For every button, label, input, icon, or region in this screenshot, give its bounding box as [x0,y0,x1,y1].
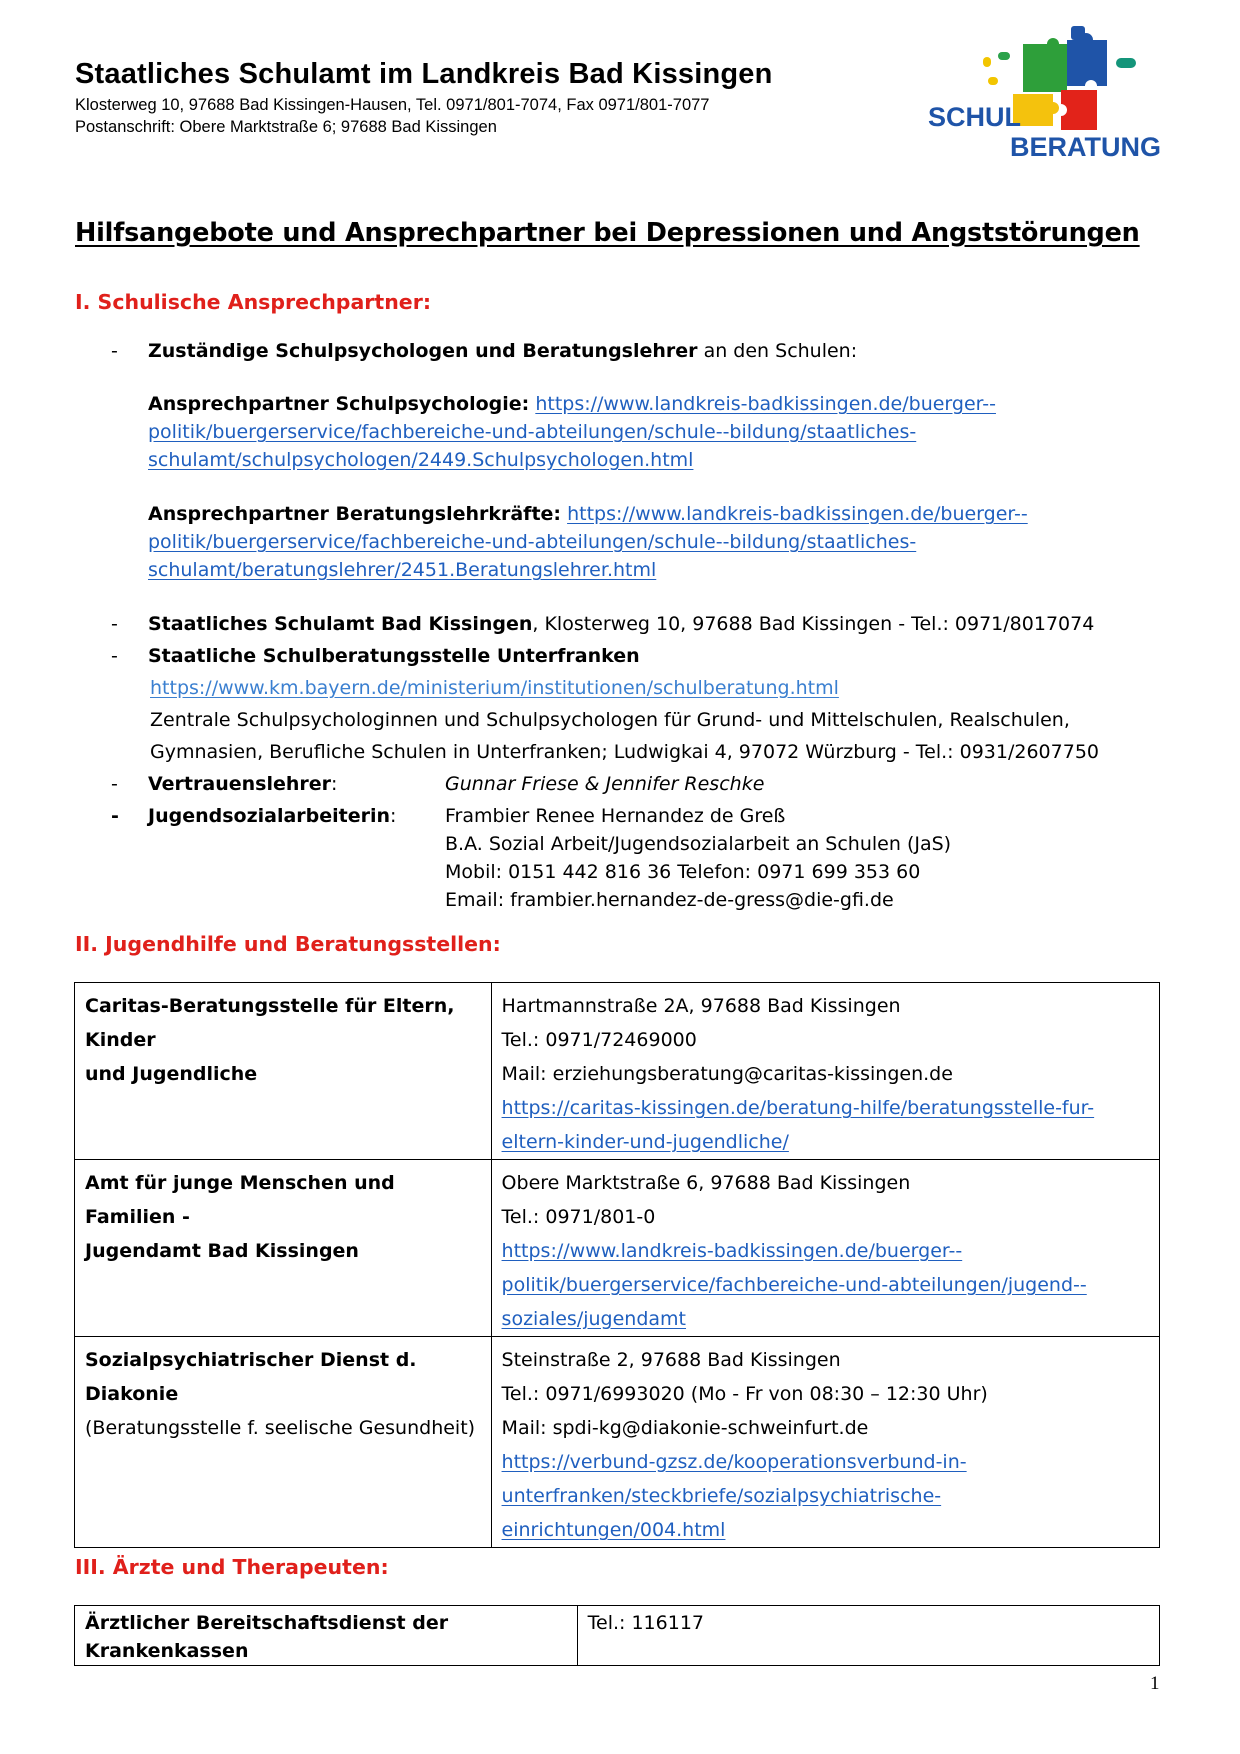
schulpsychologie-link-end[interactable]: schulamt/schulpsychologen/2449.Schulpsychologen.html [148,449,694,471]
list-bullet: - [111,805,119,827]
schulberatungsstelle-desc-2: Gymnasien, Berufliche Schulen in Unterfranken; Ludwigkai 4, 97072 Würzburg - Tel.: 0931/2607750 [150,741,1099,763]
vertrauenslehrer-label-text: Vertrauenslehrer [148,773,331,795]
page-title: Hilfsangebote und Ansprechpartner bei Depressionen und Angststörungen [75,218,1140,248]
jugendsozialarbeiterin-name: Frambier Renee Hernandez de Greß [445,805,786,827]
row-link-end[interactable]: soziales/jugendamt [501,1308,687,1330]
logo-word-schul: SCHUL [928,102,1021,132]
row-phone: Tel.: 0971/6993020 (Mo - Fr von 08:30 – 12:30 Uhr) [501,1383,988,1405]
schulberatungsstelle-link[interactable]: https://www.km.bayern.de/ministerium/institutionen/schulberatung.html [150,677,839,699]
row-link-end[interactable]: einrichtungen/004.html [501,1519,726,1541]
table-cell-name [75,1160,492,1337]
table-row [75,1606,1160,1666]
section-heading-jugendhilfe: II. Jugendhilfe und Beratungsstellen: [75,932,501,956]
row-phone: Tel.: 0971/72469000 [501,1029,697,1051]
list-bullet: - [111,613,118,635]
logo-word-beratung: BERATUNG [1010,132,1161,162]
row-phone: Tel.: 0971/801-0 [501,1206,656,1228]
office-postal-address: Postanschrift: Obere Marktstraße 6; 97688 Bad Kissingen [75,118,497,136]
schulpsychologie-label: Ansprechpartner Schulpsychologie: [148,393,530,415]
row-name: Amt für junge Menschen und Familien - [85,1172,395,1228]
table-row [75,1337,1160,1548]
row-link[interactable]: https://caritas-kissingen.de/beratung-hilfe/beratungsstelle-fur- [501,1097,1095,1119]
jugendsozialarbeiterin-email: Email: frambier.hernandez-de-gress@die-gfi.de [445,889,894,911]
row-name: Sozialpsychiatrischer Dienst d. Diakonie [85,1349,417,1405]
beratungslehrkraefte-contact [148,503,1028,525]
jugendsozialarbeiterin-label [148,805,396,827]
bereitschaftsdienst-phone: Tel.: 116117 [577,1606,1159,1666]
list-item-label: Zuständige Schulpsychologen und Beratungslehrer [148,340,698,362]
row-mail: Mail: spdi-kg@diakonie-schweinfurt.de [501,1417,869,1439]
schulpsychologie-link[interactable]: https://www.landkreis-badkissingen.de/buerger-- [535,393,996,415]
jugendsozialarbeiterin-label-text: Jugendsozialarbeiterin [148,805,391,827]
list-bullet: - [111,340,118,362]
page-number: 1 [1150,1673,1160,1694]
office-title: Staatliches Schulamt im Landkreis Bad Kissingen [75,58,773,90]
beratungslehrkraefte-link-cont[interactable]: politik/buergerservice/fachbereiche-und-abteilungen/schule--bildung/staatliches- [148,531,917,553]
row-link-cont[interactable]: eltern-kinder-und-jugendliche/ [501,1131,789,1153]
list-bullet: - [111,645,118,667]
list-item-text: an den Schulen: [697,340,858,362]
vertrauenslehrer-label [148,773,337,795]
list-item-text: , Klosterweg 10, 97688 Bad Kissingen - Tel.: 0971/8017074 [532,613,1095,635]
table-row [75,983,1160,1160]
schulberatungsstelle-desc-1: Zentrale Schulpsychologinnen und Schulpsychologen für Grund- und Mittelschulen, Realschulen, [150,709,1070,731]
table-row [75,1160,1160,1337]
beratungslehrkraefte-link[interactable]: https://www.landkreis-badkissingen.de/buerger-- [567,503,1028,525]
row-address: Hartmannstraße 2A, 97688 Bad Kissingen [501,995,901,1017]
list-item-label: Staatliches Schulamt Bad Kissingen [148,613,533,635]
row-address: Steinstraße 2, 97688 Bad Kissingen [501,1349,841,1371]
jugendsozialarbeiterin-title: B.A. Sozial Arbeit/Jugendsozialarbeit an Schulen (JaS) [445,833,952,855]
office-address: Klosterweg 10, 97688 Bad Kissingen-Hausen, Tel. 0971/801-7074, Fax 0971/801-7077 [75,96,710,114]
row-mail: Mail: erziehungsberatung@caritas-kissingen.de [501,1063,953,1085]
section-heading-schulisch: I. Schulische Ansprechpartner: [75,290,432,314]
jugendhilfe-table [74,982,1160,1548]
schulpsychologie-link-cont[interactable]: politik/buergerservice/fachbereiche-und-abteilungen/schule--bildung/staatliches- [148,421,917,443]
table-cell-contact [491,983,1159,1160]
table-cell-name [75,983,492,1160]
row-name-cont: und Jugendliche [85,1063,258,1085]
list-item-schulberatungsstelle: Staatliche Schulberatungsstelle Unterfranken [148,645,640,667]
jugendsozialarbeiterin-colon: : [390,805,397,827]
beratungslehrkraefte-label: Ansprechpartner Beratungslehrkräfte: [148,503,562,525]
list-bullet: - [111,773,118,795]
row-name-cont: Jugendamt Bad Kissingen [85,1240,359,1262]
beratungslehrkraefte-link-end[interactable]: schulamt/beratungslehrer/2451.Beratungslehrer.html [148,559,657,581]
aerzte-table [74,1605,1160,1666]
row-link-cont[interactable]: unterfranken/steckbriefe/sozialpsychiatrische- [501,1485,942,1507]
schulpsychologie-contact [148,393,996,415]
bereitschaftsdienst-name: Ärztlicher Bereitschaftsdienst der Krankenkassen [75,1606,578,1666]
jugendsozialarbeiterin-phone: Mobil: 0151 442 816 36 Telefon: 0971 699 353 60 [445,861,921,883]
table-cell-contact [491,1337,1159,1548]
list-item-schulamt [148,613,1094,635]
row-link-cont[interactable]: politik/buergerservice/fachbereiche-und-abteilungen/jugend-- [501,1274,1087,1296]
row-link[interactable]: https://verbund-gzsz.de/kooperationsverbund-in- [501,1451,967,1473]
row-name: Caritas-Beratungsstelle für Eltern, Kinder [85,995,455,1051]
row-name-cont: (Beratungsstelle f. seelische Gesundheit) [85,1417,476,1439]
list-item-schulpsychologen [148,340,857,362]
vertrauenslehrer-colon: : [331,773,338,795]
schulberatung-logo [928,22,1184,174]
vertrauenslehrer-names: Gunnar Friese & Jennifer Reschke [445,773,765,795]
section-heading-aerzte: III. Ärzte und Therapeuten: [75,1555,389,1579]
row-link[interactable]: https://www.landkreis-badkissingen.de/buerger-- [501,1240,963,1262]
table-cell-name [75,1337,492,1548]
table-cell-contact [491,1160,1159,1337]
row-address: Obere Marktstraße 6, 97688 Bad Kissingen [501,1172,911,1194]
